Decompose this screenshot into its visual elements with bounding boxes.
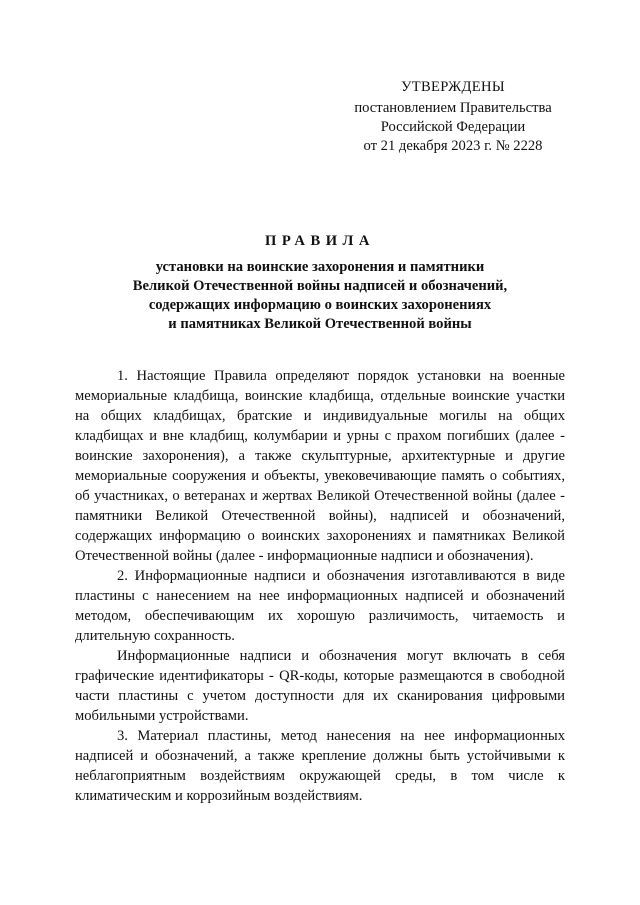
approval-heading: УТВЕРЖДЕНЫ (401, 79, 505, 95)
paragraph-2-qr: Информационные надписи и обозначения могут включать в себя графические идентификаторы - QR-коды, которые размещаются в свободной части пластины с учетом доступности для их сканирования цифровыми мобильными устройствами. (75, 648, 565, 724)
approval-line-government: Российской Федерации (380, 119, 526, 135)
title-line: Великой Отечественной войны надписей и обозначений, (132, 278, 508, 294)
title-line: содержащих информацию о воинских захоронениях (148, 297, 492, 313)
approval-line-date-number: от 21 декабря 2023 г. № 2228 (363, 138, 543, 154)
approval-line-resolution: постановлением Правительства (354, 100, 552, 116)
approval-block (338, 78, 568, 156)
paragraph-2: 2. Информационные надписи и обозначения изготавливаются в виде пластины с нанесением на нее информационных надписей и обозначений методом, обеспечивающим их хорошую различимость, читаемость и длительную сохранность. (75, 568, 565, 644)
document-body (75, 366, 565, 806)
paragraph-1: 1. Настоящие Правила определяют порядок установки на военные мемориальные кладбища, воинские кладбища, отдельные воинские участки на общих кладбищах, братские и индивидуальные могилы на общих кладбищах и вне кладбищ, колумбарии и урны с прахом погибших (далее - воинские захоронения), а также скульптурные, архитектурные и другие мемориальные сооружения и объекты, увековечивающие память о событиях, об участниках, о ветеранах и жертвах Великой Отечественной войны (далее - памятники Великой Отечественной войны), надписей и обозначений, содержащих информацию о воинских захоронениях и памятниках Великой Отечественной войны (далее - информационные надписи и обозначения). (75, 368, 565, 564)
title-line: установки на воинские захоронения и памятники (155, 259, 485, 275)
title-line: и памятниках Великой Отечественной войны (168, 316, 472, 332)
paragraph-3: 3. Материал пластины, метод нанесения на нее информационных надписей и обозначений, а также крепление должны быть устойчивыми к неблагоприятным воздействиям окружающей среды, в том числе к климатическим и коррозийным воздействиям. (75, 728, 565, 804)
document-title-block (60, 232, 580, 334)
document-heading: ПРАВИЛА (265, 233, 375, 249)
